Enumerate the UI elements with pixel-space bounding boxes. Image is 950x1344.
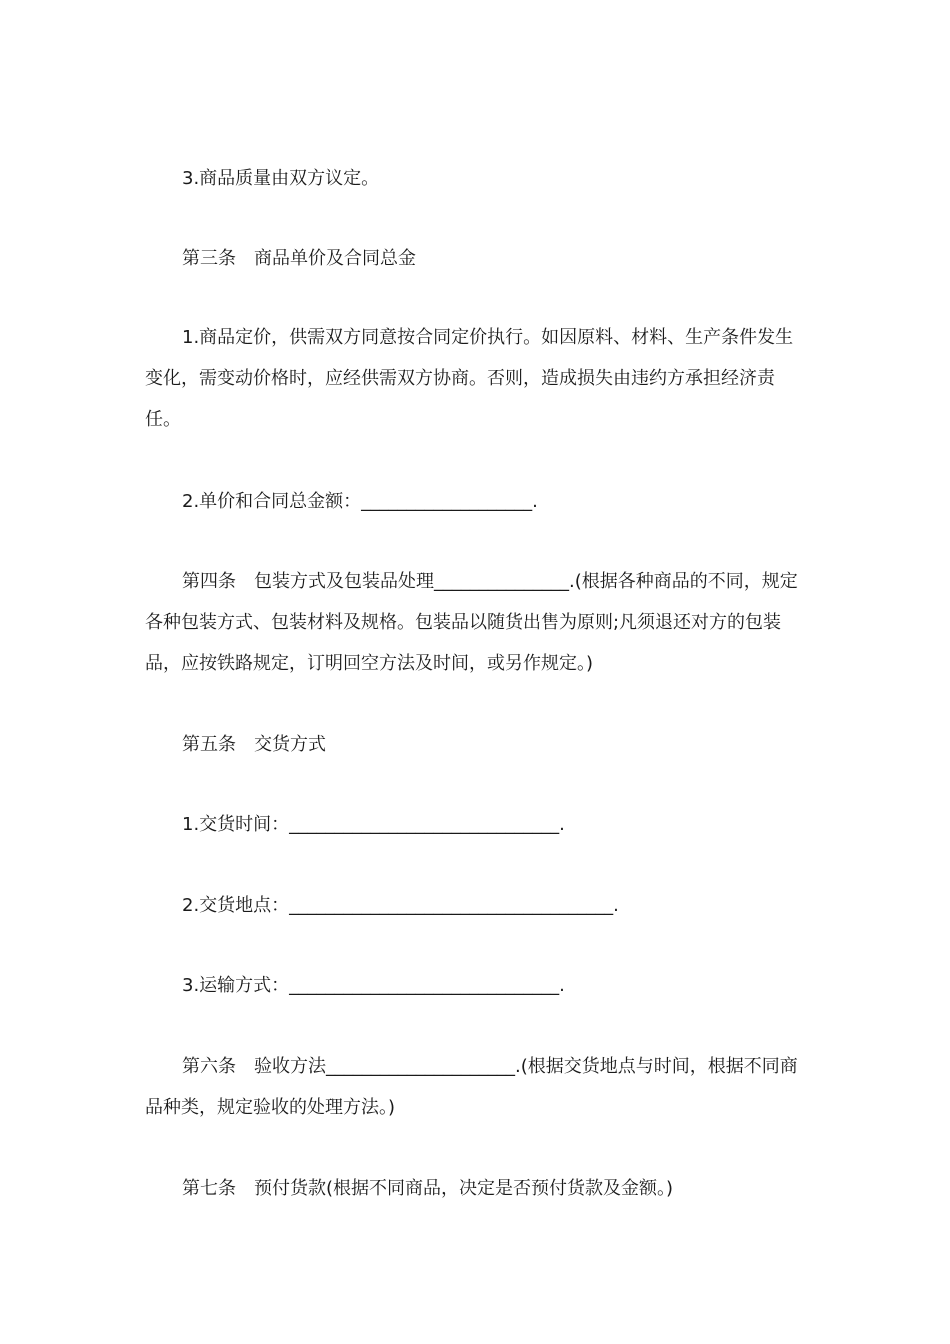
heading-article-7-prepayment: 第七条 预付货款(根据不同商品，决定是否预付货款及金额。) (182, 1178, 674, 1199)
clause-pricing-item-1: 1.商品定价，供需双方同意按合同定价执行。如因原料、材料、生产条件发生变化，需变动价格时，应经供需双方协商。否则，造成损失由违约方承担经济责任。 (145, 327, 794, 430)
clause-delivery-time: 1.交货时间：______________________________. (182, 814, 565, 835)
clause-pricing-item-2: 2.单价和合同总金额：___________________. (182, 491, 538, 512)
heading-article-6-inspection: 第六条 验收方法_____________________.(根据交货地点与时间，根据不同商品种类，规定验收的处理方法。) (145, 1056, 798, 1118)
heading-article-5: 第五条 交货方式 (182, 734, 326, 755)
heading-article-4-packaging: 第四条 包装方式及包装品处理_______________.(根据各种商品的不同，规定各种包装方式、包装材料及规格。包装品以随货出售为原则;凡须退还对方的包装品，应按铁路规定，订明回空方法及时间，或另作规定。) (145, 571, 798, 674)
clause-quality-item-3: 3.商品质量由双方议定。 (182, 168, 380, 189)
clause-delivery-place: 2.交货地点：____________________________________. (182, 895, 619, 916)
clause-transport-method: 3.运输方式：______________________________. (182, 975, 565, 996)
heading-article-3: 第三条 商品单价及合同总金 (182, 248, 416, 269)
